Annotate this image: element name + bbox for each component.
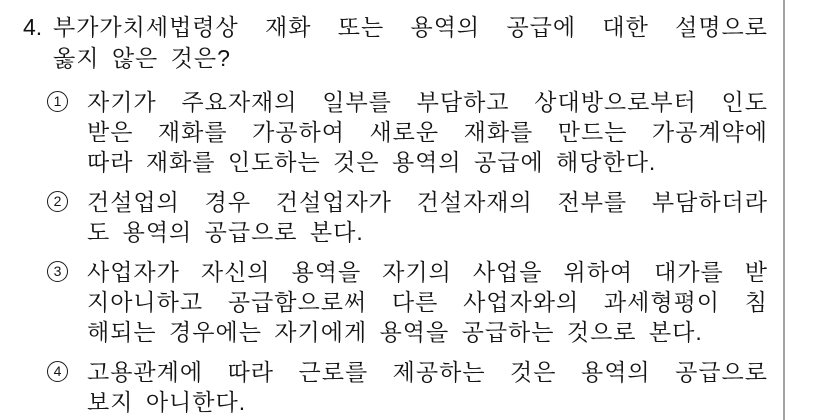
choice-4 <box>23 357 768 417</box>
choice-line: 자기가 주요자재의 일부를 부담하고 상대방으로부터 인도 <box>87 89 768 115</box>
circled-number-4: 4 <box>47 361 68 382</box>
circled-number-1: 1 <box>47 91 68 112</box>
exam-question-block <box>23 12 768 417</box>
circled-number-2: 2 <box>47 191 68 212</box>
choice-line: 지아니하고 공급함으로써 다른 사업자와의 과세형평이 침 <box>87 289 768 315</box>
question-line: 부가가치세법령상 재화 또는 용역의 공급에 대한 설명으로 <box>53 14 768 40</box>
choice-text <box>87 357 768 417</box>
choice-1 <box>23 87 768 177</box>
choice-line: 받은 재화를 가공하여 새로운 재화를 만드는 가공계약에 <box>87 119 768 145</box>
choice-2 <box>23 187 768 247</box>
choice-line: 도 용역의 공급으로 본다. <box>87 219 364 245</box>
circled-number-3: 3 <box>47 261 68 282</box>
choice-line: 고용관계에 따라 근로를 제공하는 것은 용역의 공급으로 <box>87 359 768 385</box>
question-line: 옳지 않은 것은? <box>53 45 231 71</box>
choice-line: 따라 재화를 인도하는 것은 용역의 공급에 해당한다. <box>87 149 657 175</box>
column-divider-line <box>783 0 785 420</box>
question-number: 4. <box>23 14 43 40</box>
choice-3 <box>23 257 768 347</box>
question <box>23 12 768 74</box>
choice-line: 해되는 경우에는 자기에게 용역을 공급하는 것으로 본다. <box>87 319 703 345</box>
choice-line: 보지 아니한다. <box>87 389 247 415</box>
choice-text <box>87 257 768 347</box>
choice-text <box>87 187 768 247</box>
question-text <box>53 12 768 74</box>
choice-line: 사업자가 자신의 용역을 자기의 사업을 위하여 대가를 받 <box>87 259 768 285</box>
choice-text <box>87 87 768 177</box>
choice-line: 건설업의 경우 건설업자가 건설자재의 전부를 부담하더라 <box>87 189 768 215</box>
